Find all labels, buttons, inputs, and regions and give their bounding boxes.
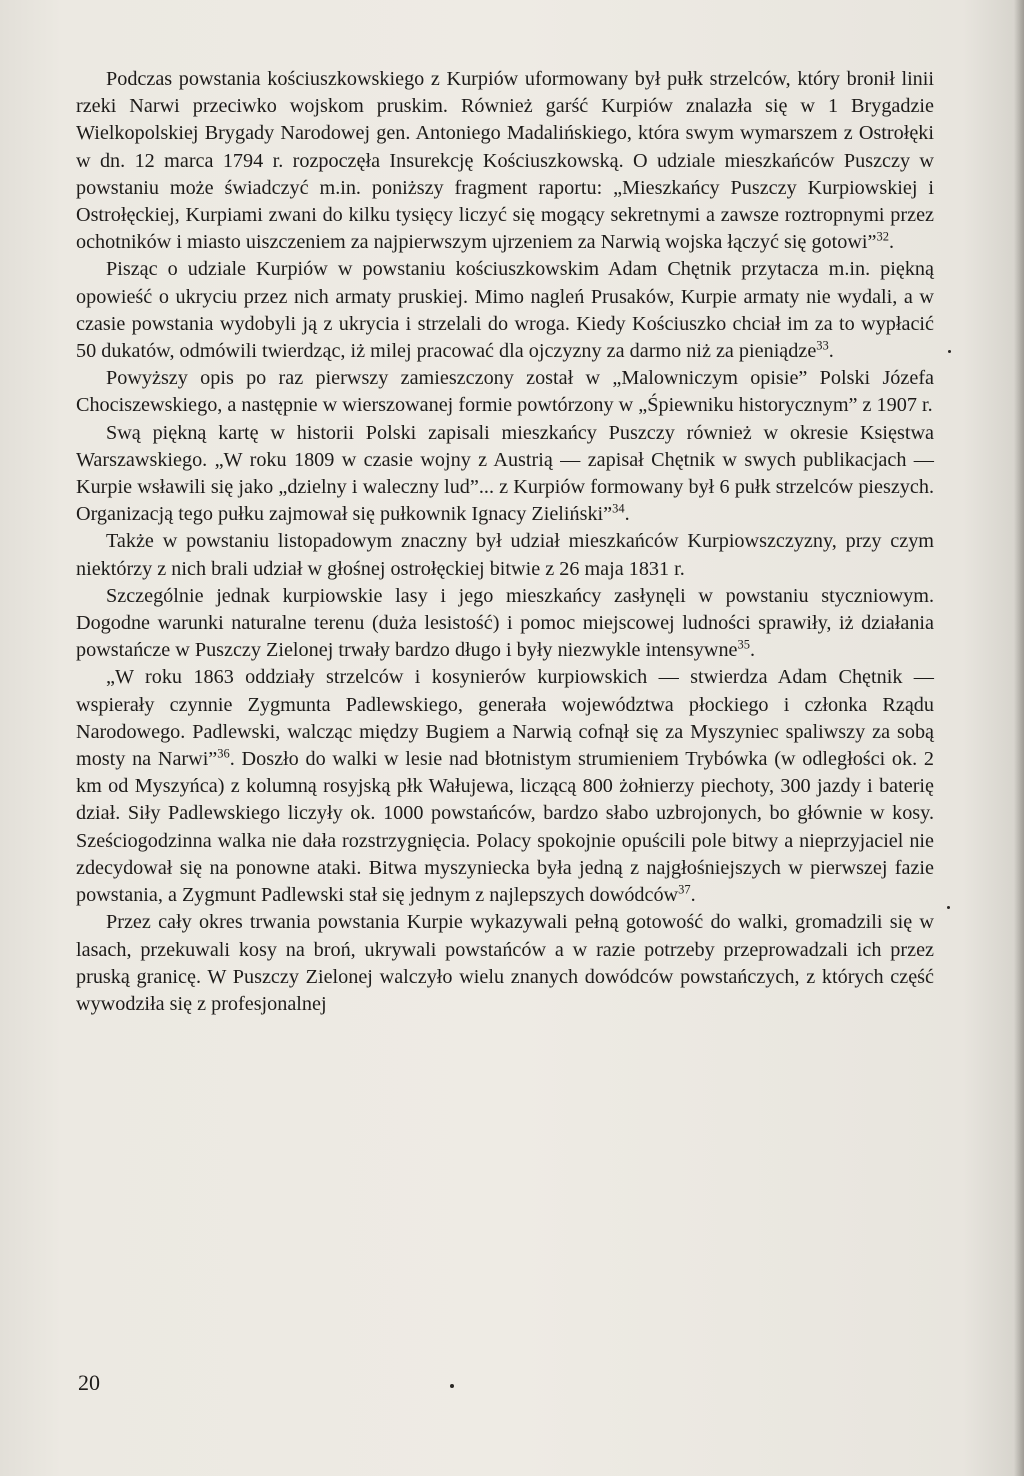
footnote-reference: 36 (217, 746, 230, 761)
paragraph-text: . (750, 639, 756, 662)
paragraph (76, 583, 934, 665)
paragraph-text: . Doszło do walki w lesie nad błotnistym strumieniem Trybówka (w odległości ok. 2 km od Myszyńca) z kolumną rosyjską płk Wałujewa, liczącą 800 żołnierzy piechoty, 300 jazdy i baterię dział. Siły Padlewskiego liczyły ok. 1000 powstańców, bardzo słabo uzbrojonych, bo głównie w kosy. Sześciogodzinna walka nie dała rozstrzygnięcia. Polacy spokojnie opuścili pole bitwy a nieprzyjaciel nie zdecydował się na ponowne ataki. Bitwa myszyniecka była jedną z najgłośniejszych w pierwszej fazie powstania, a Zygmunt Padlewski stał się jednym z najlepszych dowódców (76, 748, 934, 907)
paragraph (76, 528, 934, 582)
footnote-reference: 35 (737, 637, 751, 652)
paragraph-text: Powyższy opis po raz pierwszy zamieszczony został w „Malowniczym opisie” Polski Józefa Chociszewskiego, a następnie w wierszowanej formie powtórzony w „Śpiewniku historycznym” z 1907 r. (76, 367, 934, 417)
paragraph-text: . (624, 503, 630, 526)
paragraph-text: . (888, 231, 895, 254)
body-text (76, 66, 934, 1018)
paragraph-text: Przez cały okres trwania powstania Kurpie wykazywali pełną gotowość do walki, gromadzili się w lasach, przekuwali kosy na broń, ukrywali powstańców a w razie potrzeby przeprowadzali ich przez pruską granicę. W Puszczy Zielonej walczyło wielu znanych dowódców powstańczych, z których część wywodziła się z profesjonalnej (76, 911, 934, 1015)
paragraph-text: . (690, 884, 696, 907)
print-speck (948, 350, 951, 353)
paragraph-text: . (828, 340, 834, 363)
print-speck (450, 1384, 454, 1388)
print-speck (947, 906, 950, 909)
page-number: 20 (78, 1370, 100, 1395)
footnote-reference: 37 (678, 882, 691, 897)
paragraph (76, 66, 934, 256)
footnote-reference: 34 (612, 501, 625, 516)
paragraph-text: Szczególnie jednak kurpiowskie lasy i jego mieszkańcy zasłynęli w powstaniu styczniowym. Dogodne warunki naturalne terenu (duża lesistość) i pomoc miejscowej ludności sprawiły, iż działania powstańcze w Puszczy Zielonej trwały bardzo długo i były niezwykle intensywne (76, 584, 934, 662)
paragraph-text: Swą piękną kartę w historii Polski zapisali mieszkańcy Puszczy również w okresie Księstwa Warszawskiego. „W roku 1809 w czasie wojny z Austrią — zapisał Chętnik w swych publikacjach — Kurpie wsławili się jako „dzielny i waleczny lud”... z Kurpiów formowany był 6 pułk strzelców pieszych. Organizacją tego pułku zajmował się pułkownik Ignacy Zieliński” (76, 421, 934, 526)
paragraph-text: Także w powstaniu listopadowym znaczny był udział mieszkańców Kurpiowszczyzny, przy czym niektórzy z nich brali udział w głośnej ostrołęckiej bitwie z 26 maja 1831 r. (76, 530, 934, 580)
paragraph-text: Pisząc o udziale Kurpiów w powstaniu kościuszkowskim Adam Chętnik przytacza m.in. piękną opowieść o ukryciu przez nich armaty pruskiej. Mimo nagleń Prusaków, Kurpie armaty nie wydali, a w czasie powstania wydobyli ją z ukrycia i strzelali do wroga. Kiedy Kościuszko chciał im za to wypłacić 50 dukatów, odmówili twierdząc, iż milej pracować dla ojczyzny za darmo niż za pieniądze (76, 258, 934, 363)
footnote-reference: 33 (816, 338, 829, 353)
paragraph (76, 664, 934, 909)
paragraph-text: Podczas powstania kościuszkowskiego z Kurpiów uformowany był pułk strzelców, który bronił linii rzeki Narwi przeciwko wojskom pruskim. Również garść Kurpiów znalazła się w 1 Brygadzie Wielkopolskiej Brygady Narodowej gen. Antoniego Madalińskiego, która swym wymarszem z Ostrołęki w dn. 12 marca 1794 r. rozpoczęła Insurekcję Kościuszkowską. O udziale mieszkańców Puszczy w powstaniu może świadczyć m.in. poniższy fragment raportu: „Mieszkańcy Puszczy Kurpiowskiej i Ostrołęckiej, Kurpiami zwani do kilku tysięcy liczyć się mogący sekretnymi a zawsze roztropnymi przez ochotników i miasto uiszczeniem za najpierwszym ujrzeniem za Narwią wojska łączyć się gotowi” (76, 68, 934, 254)
paragraph (76, 420, 934, 529)
paragraph (76, 909, 934, 1018)
footnote-reference: 32 (876, 229, 889, 244)
page-edge-shadow (1014, 0, 1024, 1476)
paragraph-text: „W roku 1863 oddziały strzelców i kosynierów kurpiowskich — stwierdza Adam Chętnik — wspierały czynnie Zygmunta Padlewskiego, generała województwa płockiego i członka Rządu Narodowego. Padlewski, walcząc między Bugiem a Narwią cofnął się za Myszyniec spaliwszy za sobą mosty na Narwi” (76, 666, 934, 771)
paragraph (76, 256, 934, 365)
paragraph (76, 365, 934, 419)
